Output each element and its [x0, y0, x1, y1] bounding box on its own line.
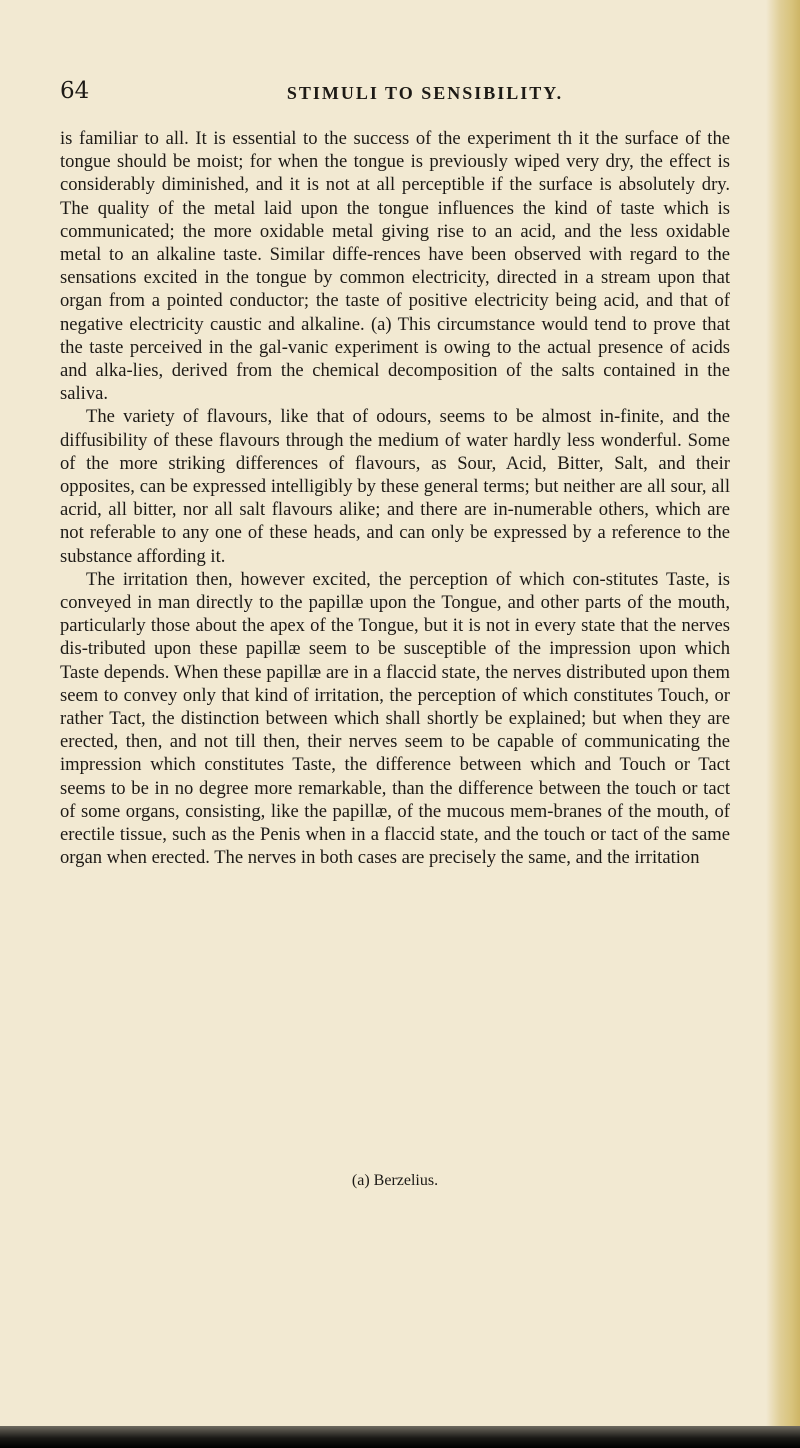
- page-header: [60, 78, 760, 108]
- body-text: [60, 127, 730, 870]
- page-bottom-shadow: [0, 1426, 800, 1448]
- paragraph-1: is familiar to all. It is essential to the success of the experiment th it the surface of the tongue should be moist; for when the tongue is previously wiped very dry, the effect is considerably diminished, and it is not at all perceptible if the surface is absolutely dry. The quality of the metal laid upon the tongue influences the kind of taste which is communicated; the more oxidable metal giving rise to an acid, and the less oxidable metal to an alkaline taste. Similar diffe-rences have been observed with regard to the sensations excited in the tongue by common electricity, directed in a stream upon that organ from a pointed conductor; the taste of positive electricity being acid, and that of negative electricity caustic and alkaline. (a) This circumstance would tend to prove that the taste perceived in the gal-vanic experiment is owing to the actual presence of acids and alka-lies, derived from the chemical decomposition of the salts contained in the saliva.: [60, 128, 730, 405]
- paragraph-3: The irritation then, however excited, the perception of which con-stitutes Taste, is conveyed in man directly to the papillæ upon the Tongue, and other parts of the mouth, particularly those about the apex of the Tongue, but it is not in every state that the nerves dis-tributed upon these papillæ seem to be susceptible of the impression upon which Taste depends. When these papillæ are in a flaccid state, the nerves distributed upon them seem to convey only that kind of irritation, the perception of which constitutes Touch, or rather Tact, the distinction between which shall shortly be explained; but when they are erected, then, and not till then, their nerves seem to be capable of communicating the impression which constitutes Taste, the difference between which and Touch or Tact seems to be in no degree more remarkable, than the difference between the touch or tact of some organs, consisting, like the papillæ, of the mucous mem-branes of the mouth, of erectile tissue, such as the Penis when in a flaccid state, and the touch or tact of the same organ when erected. The nerves in both cases are precisely the same, and the irritation: [60, 568, 730, 869]
- page-number: 64: [60, 78, 90, 104]
- running-head: STIMULI TO SENSIBILITY.: [286, 83, 564, 103]
- footnote: (a) Berzelius.: [351, 1172, 439, 1189]
- page-edge-shading: [766, 0, 800, 1448]
- paragraph-2: The variety of flavours, like that of odours, seems to be almost in-finite, and the diffusibility of these flavours through the medium of water hardly less wonderful. Some of the more striking differences of flavours, as Sour, Acid, Bitter, Salt, and their opposites, can be expressed intelligibly by these general terms; but neither are all sour, all acrid, all bitter, nor all salt flavours alike; and there are in-numerable others, which are not referable to any one of these heads, and can only be expressed by a reference to the substance affording it.: [60, 406, 730, 567]
